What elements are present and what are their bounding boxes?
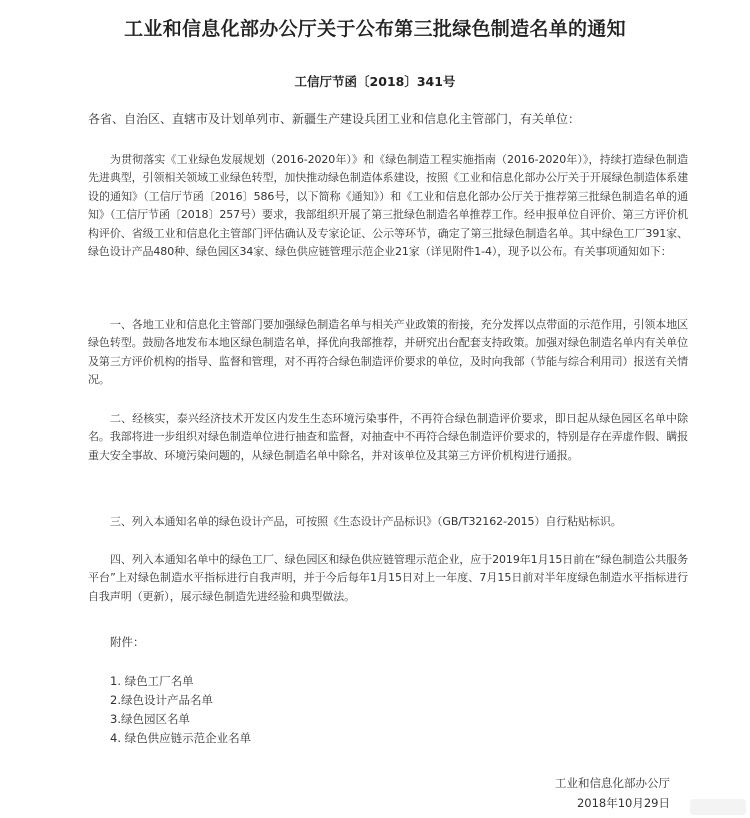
paragraph-item-2: 二、经核实，泰兴经济技术开发区内发生生态环境污染事件，不再符合绿色制造评价要求，即日起从绿色园区名单中除名。我部将进一步组织对绿色制造单位进行抽查和监督，对抽查中不再符合绿色制造评价要求的，特别是存在弄虚作假、瞒报重大安全事故、环境污染问题的，从绿色制造名单中除名，并对该单位及其第三方评价机构进行通报。 (88, 412, 688, 462)
attachment-item: 2.绿色设计产品名单 (110, 693, 213, 707)
document-title: 工业和信息化部办公厅关于公布第三批绿色制造名单的通知 (124, 18, 626, 40)
signature-organization: 工业和信息化部办公厅 (555, 776, 670, 790)
paragraph-intro: 为贯彻落实《工业绿色发展规划（2016-2020年）》和《绿色制造工程实施指南（2016-2020年）》，持续打造绿色制造先进典型，引领相关领域工业绿色转型，加快推动绿色制造体系建设，按照《工业和信息化部办公厅关于开展绿色制造体系建设的通知》（工信厅节函〔2016〕586号，以下简称《通知》）和《工业和信息化部办公厅关于推荐第三批绿色制造名单的通知》（工信厅节函〔2018〕257号）要求，我部组织开展了第三批绿色制造名单推荐工作。经申报单位自评价、第三方评价机构评价、省级工业和信息化主管部门评估确认及专家论证、公示等环节，确定了第三批绿色制造名单。其中绿色工厂391家、绿色设计产品480种、绿色园区34家、绿色供应链管理示范企业21家（详见附件1-4），现予以公布。有关事项通知如下： (88, 153, 688, 259)
salutation: 各省、自治区、直辖市及计划单列市、新疆生产建设兵团工业和信息化主管部门，有关单位： (88, 112, 581, 126)
paragraph-item-1: 一、各地工业和信息化主管部门要加强绿色制造名单与相关产业政策的衔接，充分发挥以点带面的示范作用，引领本地区绿色转型。鼓励各地发布本地区绿色制造名单，择优向我部推荐，并研究出台配套支持政策。加强对绿色制造名单内有关单位及第三方评价机构的指导、监督和管理，对不再符合绿色制造评价要求的单位，及时向我部（节能与综合利用司）报送有关情况。 (88, 318, 688, 387)
signature-date: 2018年10月29日 (576, 796, 670, 810)
document-number: 工信厅节函〔2018〕341号 (294, 74, 456, 89)
watermark-overlay (690, 799, 746, 815)
paragraph-item-4: 四、列入本通知名单中的绿色工厂、绿色园区和绿色供应链管理示范企业，应于2019年1月15日前在“绿色制造公共服务平台”上对绿色制造水平指标进行自我声明，并于今后每年1月15日对上一年度、7月15日前对半年度绿色制造水平指标进行自我声明（更新），展示绿色制造先进经验和典型做法。 (88, 553, 688, 603)
attachment-item: 1. 绿色工厂名单 (110, 674, 194, 688)
paragraph-item-3: 三、列入本通知名单的绿色设计产品，可按照《生态设计产品标识》（GB/T32162-2015）自行粘贴标识。 (110, 515, 622, 528)
attachment-item: 3.绿色园区名单 (110, 712, 190, 726)
attachments-label: 附件： (110, 635, 145, 649)
attachment-item: 4. 绿色供应链示范企业名单 (110, 731, 252, 745)
attachments-list (110, 672, 251, 748)
